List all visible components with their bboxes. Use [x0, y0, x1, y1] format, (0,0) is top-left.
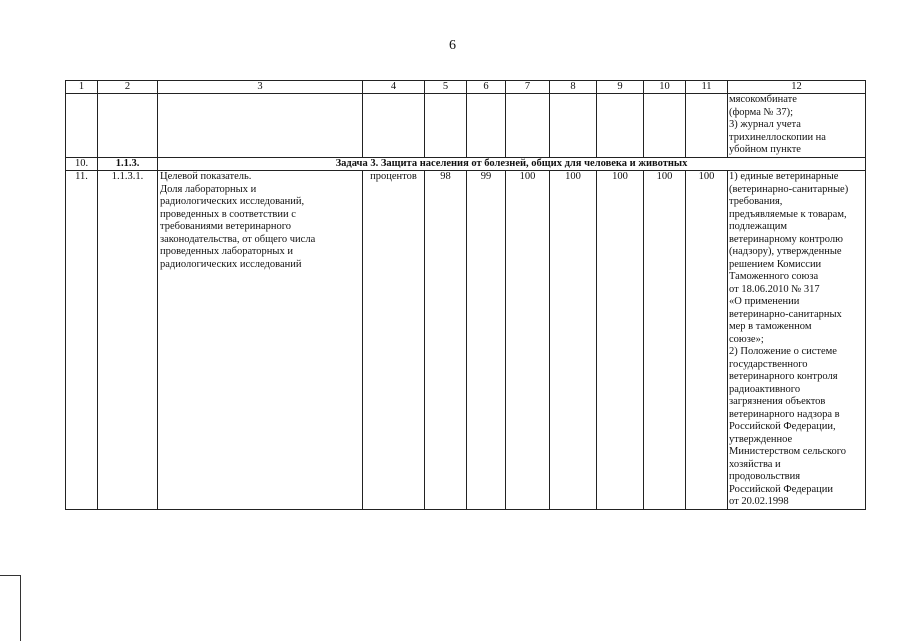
- legal-basis-cell: [728, 94, 866, 158]
- text-line: мер в таможенном: [729, 321, 812, 332]
- text-line: ветеринарному контролю: [729, 233, 843, 245]
- task-title: Задача 3. Защита населения от болезней, общих для человека и животных: [158, 157, 866, 171]
- column-header: 9: [597, 81, 644, 94]
- unit-cell: процентов: [363, 171, 425, 510]
- text-line: Доля лабораторных и: [160, 183, 257, 195]
- column-header: 4: [363, 81, 425, 94]
- text-line: решением Комиссии: [729, 258, 822, 270]
- table-cell: [644, 94, 686, 158]
- text-line: проведенных в соответствии с: [160, 208, 296, 220]
- value-cell: 98: [425, 171, 467, 510]
- indicator-row: [66, 171, 866, 510]
- text-line: убойном пункте: [729, 144, 801, 155]
- text-line: продовольствия: [729, 471, 801, 482]
- table-cell: [66, 94, 98, 158]
- column-header: 3: [158, 81, 363, 94]
- task-row: [66, 157, 866, 171]
- indicators-table: [65, 80, 866, 510]
- table-cell: [363, 94, 425, 158]
- text-line: хозяйства и: [729, 458, 781, 470]
- text-line: Российской Федерации,: [729, 421, 836, 432]
- text-line: (надзору), утвержденные: [729, 246, 842, 257]
- table-cell: [425, 94, 467, 158]
- column-header: 10: [644, 81, 686, 94]
- text-line: трихинеллоскопии на: [729, 131, 826, 143]
- value-cell: 99: [467, 171, 506, 510]
- row-number: 11.: [66, 171, 98, 510]
- text-line: союзе»;: [729, 333, 764, 345]
- text-line: загрязнения объектов: [729, 396, 826, 407]
- text-line: радиоактивного: [729, 383, 801, 395]
- legal-basis-cell: [728, 171, 866, 510]
- indicator-name-cell: [158, 171, 363, 510]
- text-line: (ветеринарно-санитарные): [729, 183, 849, 195]
- text-line: ветеринарно-санитарных: [729, 308, 842, 320]
- text-line: 2) Положение о системе: [729, 346, 837, 357]
- text-line: радиологических исследований: [160, 258, 302, 270]
- text-line: законодательства, от общего числа: [160, 233, 316, 245]
- text-line: мясокомбинате: [729, 94, 797, 105]
- text-line: подлежащим: [729, 221, 788, 232]
- column-number-row: [66, 81, 866, 94]
- text-line: требованиями ветеринарного: [160, 221, 292, 232]
- text-line: от 20.02.1998: [729, 496, 789, 507]
- column-header: 5: [425, 81, 467, 94]
- table-cell: [98, 94, 158, 158]
- row-number: 10.: [66, 157, 98, 171]
- text-line: 3) журнал учета: [729, 119, 801, 130]
- text-line: 1) единые ветеринарные: [729, 171, 839, 182]
- text-line: государственного: [729, 358, 808, 370]
- table-cell: [467, 94, 506, 158]
- page-number: 6: [449, 38, 456, 53]
- continuation-row: [66, 94, 866, 158]
- column-header: 11: [686, 81, 728, 94]
- text-line: Российской Федерации: [729, 483, 833, 495]
- table-cell: [158, 94, 363, 158]
- text-line: Министерством сельского: [729, 446, 847, 457]
- indicator-code: 1.1.3.1.: [98, 171, 158, 510]
- table-cell: [550, 94, 597, 158]
- column-header: 7: [506, 81, 550, 94]
- value-cell: 100: [597, 171, 644, 510]
- table-cell: [506, 94, 550, 158]
- text-line: требования,: [729, 196, 783, 207]
- task-code: 1.1.3.: [98, 157, 158, 171]
- text-line: ветеринарного надзора в: [729, 408, 840, 420]
- column-header: 6: [467, 81, 506, 94]
- text-line: предъявляемые к товарам,: [729, 208, 847, 220]
- text-line: «О применении: [729, 296, 800, 307]
- text-line: утвержденное: [729, 433, 793, 445]
- column-header: 12: [728, 81, 866, 94]
- table-cell: [597, 94, 644, 158]
- text-line: (форма № 37);: [729, 106, 794, 118]
- text-line: радиологических исследований,: [160, 196, 305, 207]
- text-line: ветеринарного контроля: [729, 371, 838, 382]
- column-header: 2: [98, 81, 158, 94]
- value-cell: 100: [550, 171, 597, 510]
- text-line: от 18.06.2010 № 317: [729, 283, 820, 295]
- text-line: Целевой показатель.: [160, 171, 252, 182]
- value-cell: 100: [506, 171, 550, 510]
- column-header: 1: [66, 81, 98, 94]
- table-cell: [686, 94, 728, 158]
- text-line: Таможенного союза: [729, 271, 819, 282]
- column-header: 8: [550, 81, 597, 94]
- sheet-edge: [0, 575, 21, 641]
- text-line: проведенных лабораторных и: [160, 246, 293, 257]
- value-cell: 100: [686, 171, 728, 510]
- value-cell: 100: [644, 171, 686, 510]
